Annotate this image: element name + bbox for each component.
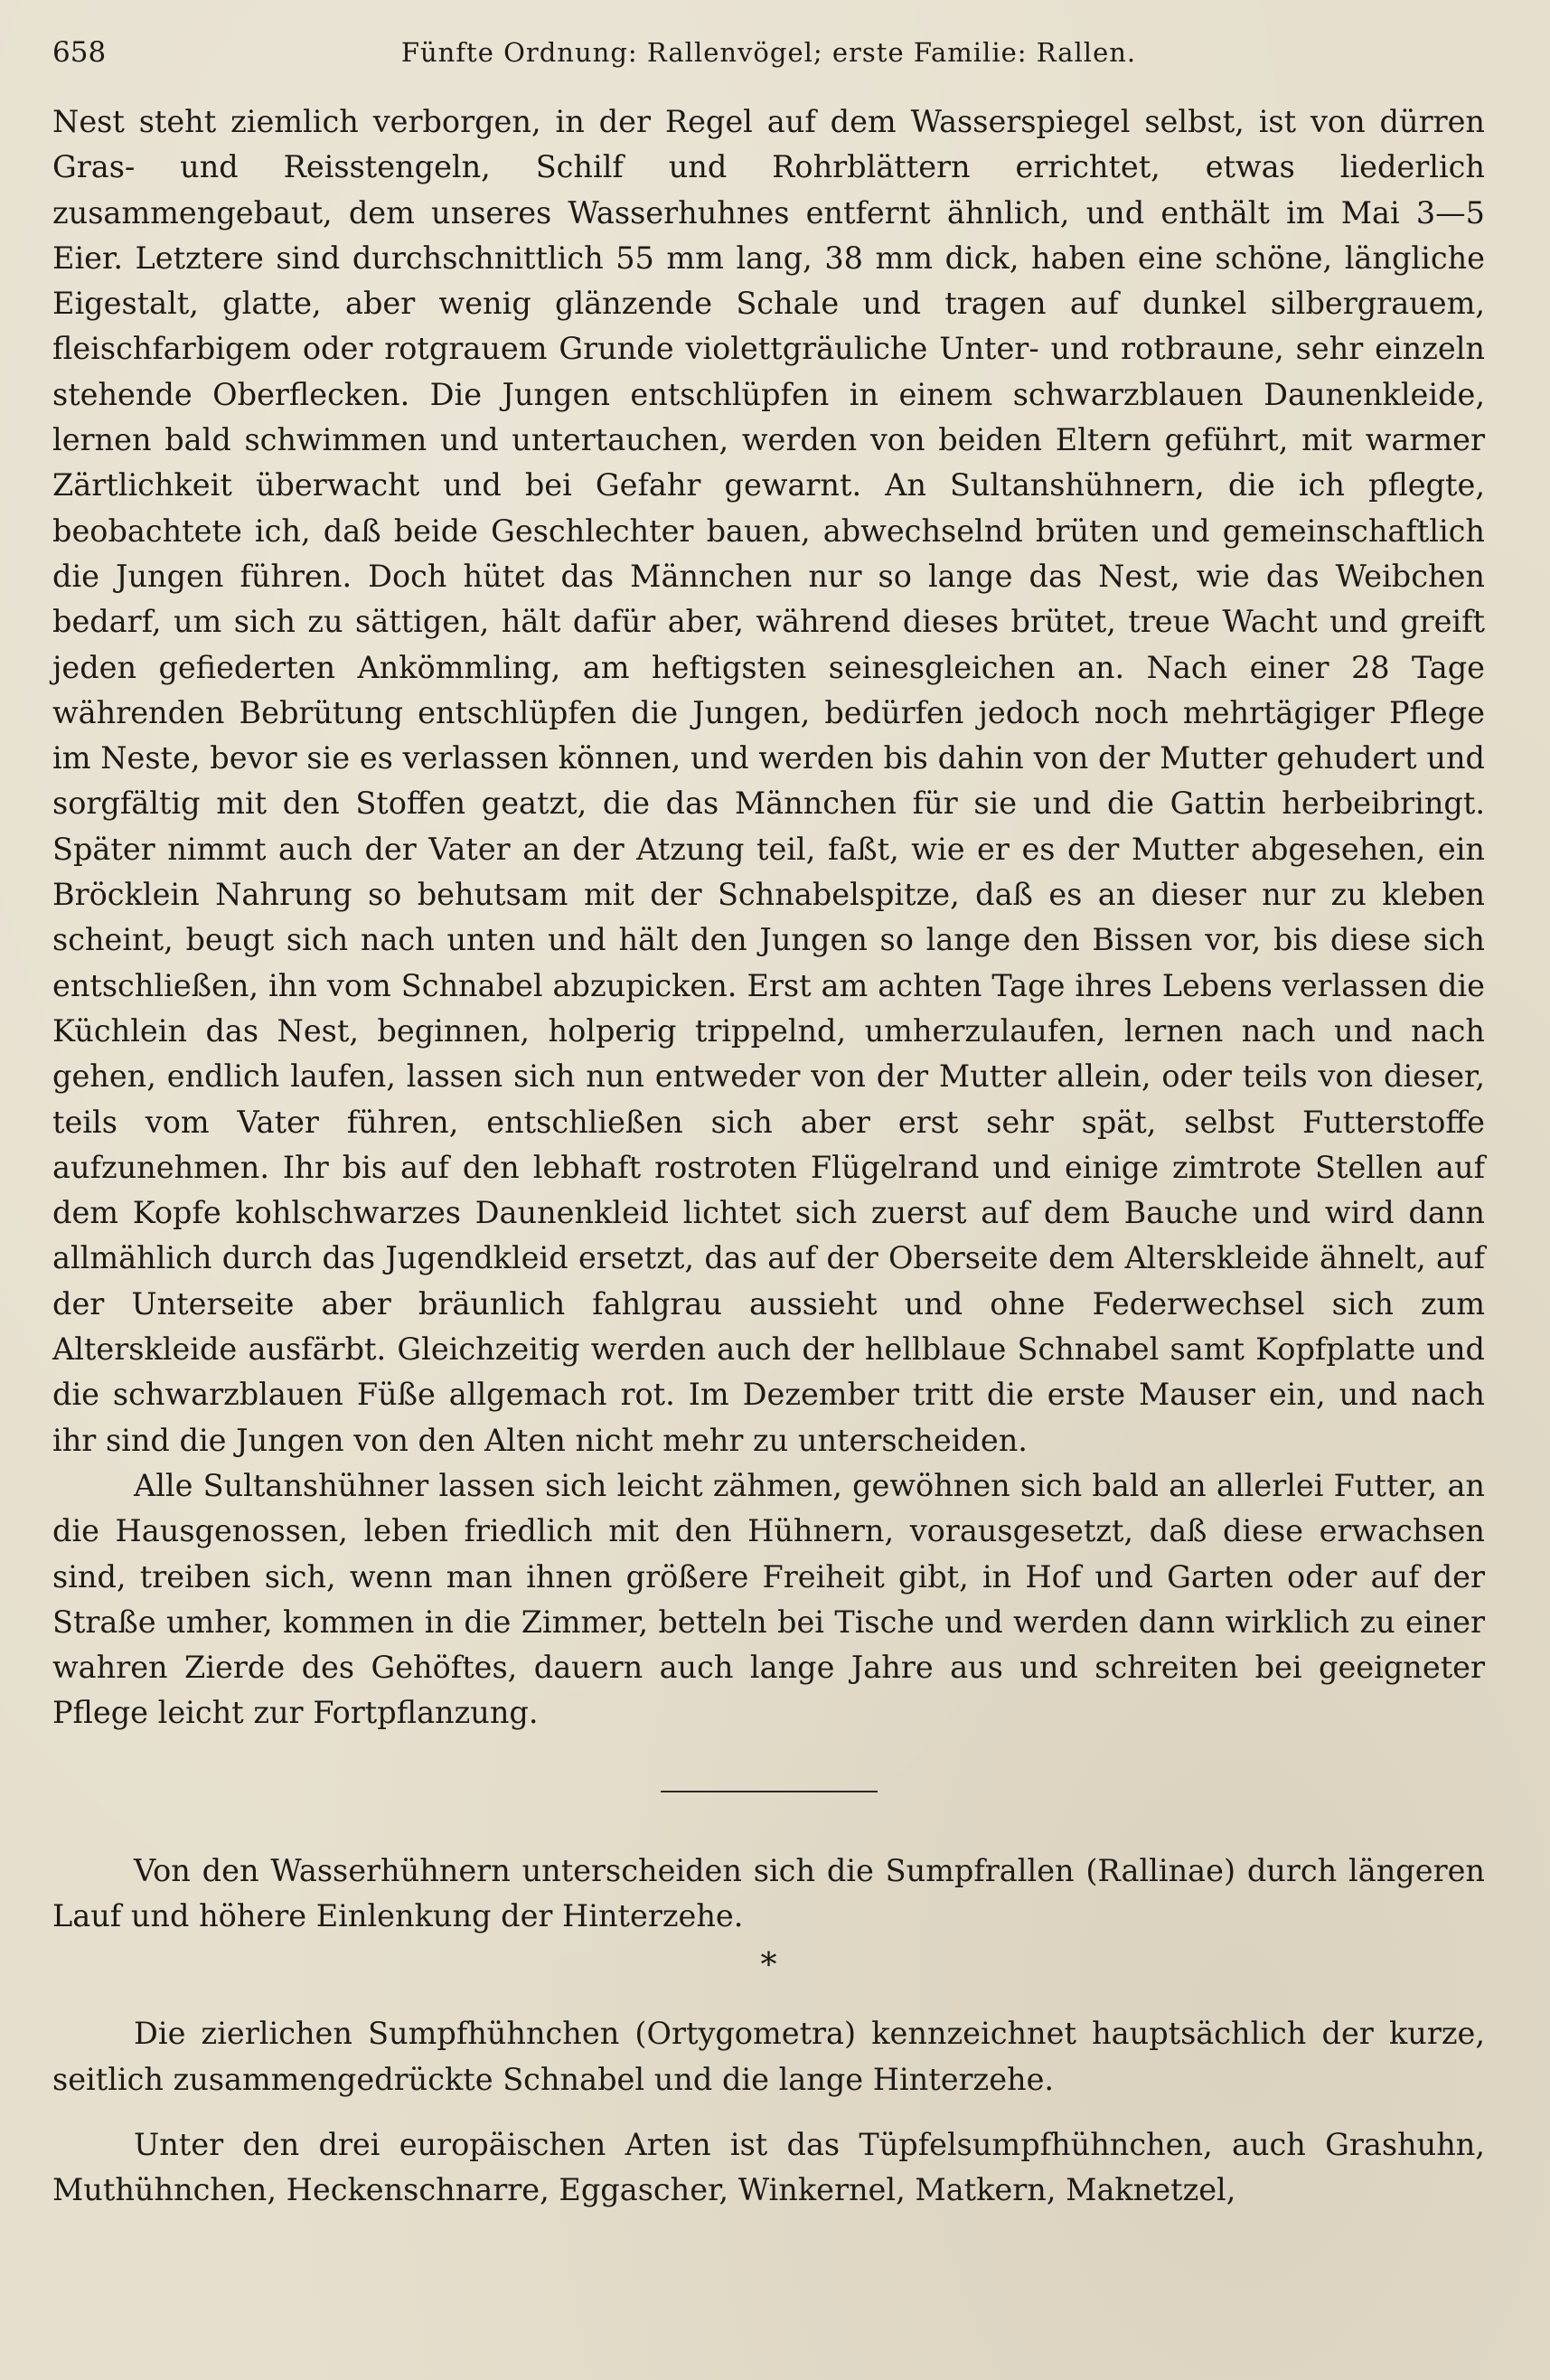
paragraph-nest-description: Nest steht ziemlich verborgen, in der Regel auf dem Wasserspiegel selbst, ist von dürren Gras- und Reisstengeln, Schilf und Rohrblättern errichtet, etwas liederlich zusammengebaut, dem unseres Wasserhuhnes entfernt ähnlich, und enthält im Mai 3—5 Eier. Letztere sind durchschnittlich 55 mm lang, 38 mm dick, haben eine schöne, längliche Eigestalt, glatte, aber wenig glänzende Schale und tragen auf dunkel silbergrauem, fleischfarbigem oder rotgrauem Grunde violettgräuliche Unter- und rotbraune, sehr einzeln stehende Oberflecken. Die Jungen entschlüpfen in einem schwarzblauen Daunenkleide, lernen bald schwimmen und untertauchen, werden von beiden Eltern geführt, mit warmer Zärtlichkeit überwacht und bei Gefahr gewarnt. An Sultanshühnern, die ich pflegte, beobachtete ich, daß beide Geschlechter bauen, abwechselnd brüten und gemeinschaftlich die Jungen führen. Doch hütet das Männchen nur so lange das Nest, wie das Weibchen bedarf, um sich zu sättigen, hält dafür aber, während dieses brütet, treue Wacht und greift jeden gefiederten Ankömmling, am heftigsten seinesgleichen an. Nach einer 28 Tage währenden Bebrütung entschlüpfen die Jungen, bedürfen jedoch noch mehrtägiger Pflege im Neste, bevor sie es verlassen können, und werden bis dahin von der Mutter gehudert und sorgfältig mit den Stoffen geatzt, die das Männchen für sie und die Gattin herbeibringt. Später nimmt auch der Vater an der Atzung teil, faßt, wie er es der Mutter abgesehen, ein Bröcklein Nahrung so behutsam mit der Schnabelspitze, daß es an dieser nur zu kleben scheint, beugt sich nach unten und hält den Jungen so lange den Bissen vor, bis diese sich entschließen, ihn vom Schnabel abzupicken. Erst am achten Tage ihres Lebens verlassen die Küchlein das Nest, beginnen, holperig trippelnd, umherzulaufen, lernen nach und nach gehen, endlich laufen, lassen sich nun entweder von der Mutter allein, oder teils von dieser, teils vom Vater führen, entschließen sich aber erst sehr spät, selbst Futterstoffe aufzunehmen. Ihr bis auf den lebhaft rostroten Flügelrand und einige zimtrote Stellen auf dem Kopfe kohlschwarzes Daunenkleid lichtet sich zuerst auf dem Bauche und wird dann allmählich durch das Jugendkleid ersetzt, das auf der Oberseite dem Alterskleide ähnelt, auf der Unterseite aber bräunlich fahlgrau aussieht und ohne Federwechsel sich zum Alterskleide ausfärbt. Gleichzeitig werden auch der hellblaue Schnabel samt Kopfplatte und die schwarzblauen Füße allgemach rot. Im Dezember tritt die erste Mauser ein, und nach ihr sind die Jungen von den Alten nicht mehr zu unterscheiden.: [52, 104, 1485, 1458]
asterisk-separator: *: [760, 1947, 777, 1985]
paragraph-tuepfelsumpfhuehnchen: Unter den drei europäischen Arten ist das Tüpfelsumpfhühnchen, auch Grashuhn, Muthühnchen, Heckenschnarre, Eggascher, Winkernel, Matkern, Maknetzel,: [52, 2126, 1485, 2208]
body-text: [52, 99, 1485, 2213]
section-divider: [661, 1791, 878, 1792]
paragraph-gap: [52, 2102, 1485, 2122]
paragraph-taming: Alle Sultanshühner lassen sich leicht zähmen, gewöhnen sich bald an allerlei Futter, an die Hausgenossen, leben friedlich mit den Hühnern, vorausgesetzt, daß diese erwachsen sind, treiben sich, wenn man ihnen größere Freiheit gibt, in Hof und Garten oder auf der Straße umher, kommen in die Zimmer, betteln bei Tische und werden dann wirklich zu einer wahren Zierde des Gehöftes, dauern auch lange Jahre aus und schreiten bei geeigneter Pflege leicht zur Fortpflanzung.: [52, 1467, 1485, 1731]
page-number: 658: [52, 36, 107, 69]
paragraph-sumpfrallen: Von den Wasserhühnern unterscheiden sich die Sumpfrallen (Rallinae) durch längeren Lauf und höhere Einlenkung der Hinterzehe.: [52, 1852, 1485, 1933]
page-header: [52, 36, 1485, 99]
running-head: Fünfte Ordnung: Rallenvögel; erste Familie: Rallen.: [400, 37, 1137, 68]
paragraph-sumpfhuehnchen: Die zierlichen Sumpfhühnchen (Ortygometra) kennzeichnet hauptsächlich der kurze, seitlich zusammengedrückte Schnabel und die lange Hinterzehe.: [52, 2016, 1485, 2097]
